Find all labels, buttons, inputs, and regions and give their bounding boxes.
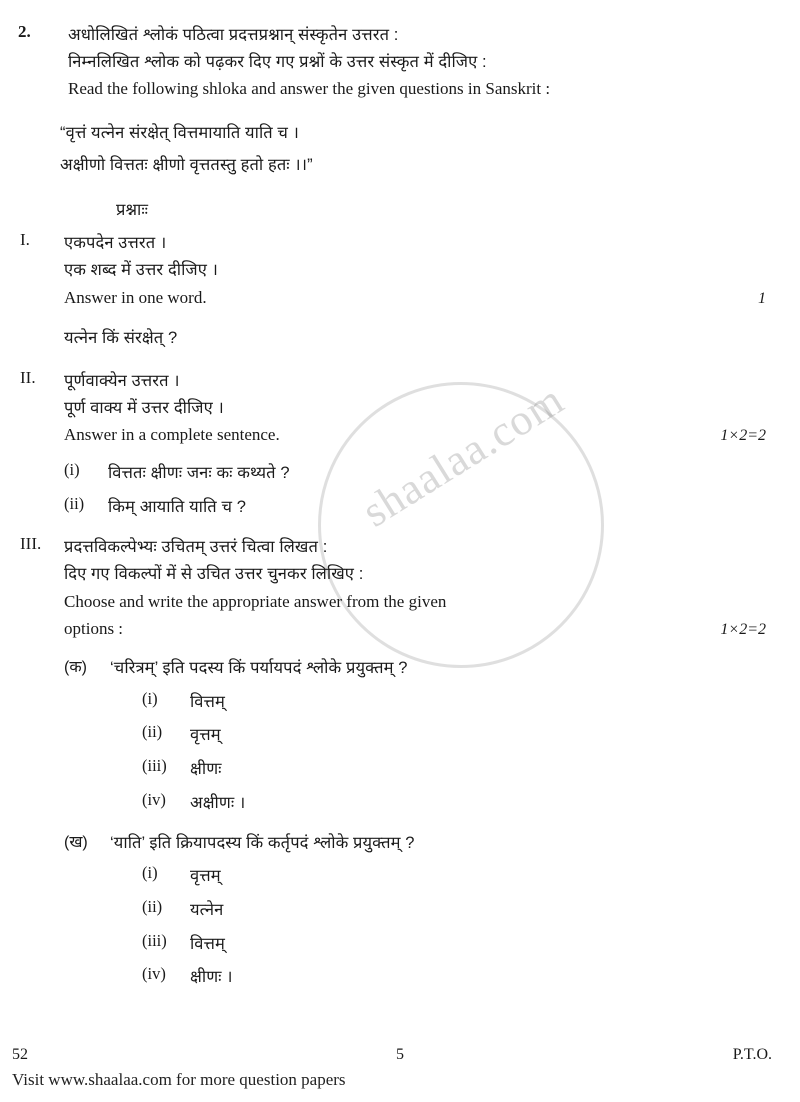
part-two-sub-item [64,494,766,521]
part-one-sanskrit: एकपदेन उत्तरत । [64,234,167,253]
shloka-line-2: अक्षीणो वित्ततः क्षीणो वृत्ततस्तु हतो हतः ।।” [60,156,313,175]
mcq-option[interactable] [142,863,766,890]
mcq-item [64,830,766,857]
part-two [16,368,766,520]
mcq-marker-ka: (क) [64,658,87,676]
mcq-option-text: वृत्तम् [190,867,221,886]
mcq-option[interactable] [142,964,766,991]
instruction-english: Read the following shloka and answer the given questions in Sanskrit : [68,79,551,99]
mcq-stem-ka: ‘चरित्रम्’ इति पदस्य किं पर्यायपदं श्लोके प्रयुक्तम् ? [110,658,408,677]
mcq-item [64,655,766,682]
mcq-option[interactable] [142,790,766,817]
part-one-marker: I. [20,230,30,250]
part-one-marks: 1 [758,289,766,307]
mcq-option-marker: (ii) [142,896,163,916]
mcq-option-text: अक्षीणः । [190,793,246,812]
mcq-stem-kha: ‘याति’ इति क्रियापदस्य किं कर्तृपदं श्लोके प्रयुक्तम् ? [110,833,415,852]
part-three-marks: 1×2=2 [720,621,766,639]
footer-left-number: 52 [12,1046,28,1063]
part-two-sub-item [64,460,766,487]
part-three-body [64,534,766,991]
prashnah-text: प्रश्नाः [116,201,148,220]
mcq-option-marker: (iv) [142,964,166,984]
mcq-option-text: क्षीणः [190,760,222,779]
part-two-sub-text-i: वित्ततः क्षीणः जनः कः कथ्यते ? [108,463,290,482]
part-one-sub-question: यत्नेन किं संरक्षेत् ? [64,329,178,348]
question-number: 2. [18,22,31,41]
mcq-marker-kha: (ख) [64,833,88,851]
part-three-english-line-2: options : [64,619,124,639]
mcq-option-marker: (ii) [142,722,163,742]
mcq-option-text: वित्तम् [190,934,226,953]
part-three-hindi: दिए गए विकल्पों में से उचित उत्तर चुनकर लिखिए : [64,565,364,584]
part-one [16,230,766,352]
mcq-option[interactable] [142,897,766,924]
mcq-option-marker: (i) [142,688,158,708]
part-two-body [64,368,766,520]
part-one-hindi: एक शब्द में उत्तर दीजिए । [64,261,218,280]
part-two-marks: 1×2=2 [720,427,766,445]
part-three-english-line-1: Choose and write the appropriate answer from the given [64,591,447,611]
mcq-option-marker: (iii) [142,930,167,950]
question-block [16,22,766,103]
part-one-body [64,230,766,352]
part-three-marker: III. [20,534,42,554]
mcq-option[interactable] [142,722,766,749]
part-three-sanskrit: प्रदत्तविकल्पेभ्यः उचितम् उत्तरं चित्वा लिखत : [64,538,328,557]
part-two-marker: II. [20,368,36,387]
shloka-block [60,117,766,181]
prashnah-label [116,197,766,220]
question-instructions [68,22,766,103]
watermark-text: shaalaa.com [353,374,573,537]
mcq-option-marker: (iv) [142,789,166,809]
instruction-hindi: निम्नलिखित श्लोक को पढ़कर दिए गए प्रश्नों के उत्तर संस्कृत में दीजिए : [68,52,487,71]
mcq-option-text: वृत्तम् [190,726,221,745]
mcq-option-text: वित्तम् [190,692,226,711]
part-one-english: Answer in one word. [64,287,207,307]
part-two-english: Answer in a complete sentence. [64,425,280,445]
mcq-option-text: क्षीणः । [190,968,233,987]
part-two-sub-text-ii: किम् आयाति याति च ? [108,497,247,516]
mcq-option[interactable] [142,931,766,958]
part-two-hindi: पूर्ण वाक्य में उत्तर दीजिए । [64,398,224,417]
shloka-line-1: “वृत्तं यत्नेन संरक्षेत् वित्तमायाति याति च । [60,123,300,142]
footer-pto: P.T.O. [732,1046,772,1063]
part-two-sub-marker-i: (i) [64,459,80,479]
page-footer [0,1040,800,1102]
instruction-sanskrit: अधोलिखितं श्लोकं पठित्वा प्रदत्तप्रश्नान् संस्कृतेन उत्तरत : [68,26,399,44]
mcq-option-marker: (i) [142,863,158,883]
footer-page-number: 5 [396,1046,404,1063]
mcq-option[interactable] [142,756,766,783]
part-two-sanskrit: पूर्णवाक्येन उत्तरत । [64,372,180,390]
footer-visit-note: Visit www.shaalaa.com for more question papers [12,1070,346,1089]
part-three [16,534,766,991]
part-two-sub-marker-ii: (ii) [64,493,85,513]
mcq-option-text: यत्नेन [190,900,224,919]
page-content [16,22,766,991]
mcq-option-marker: (iii) [142,756,167,776]
mcq-option[interactable] [142,689,766,716]
